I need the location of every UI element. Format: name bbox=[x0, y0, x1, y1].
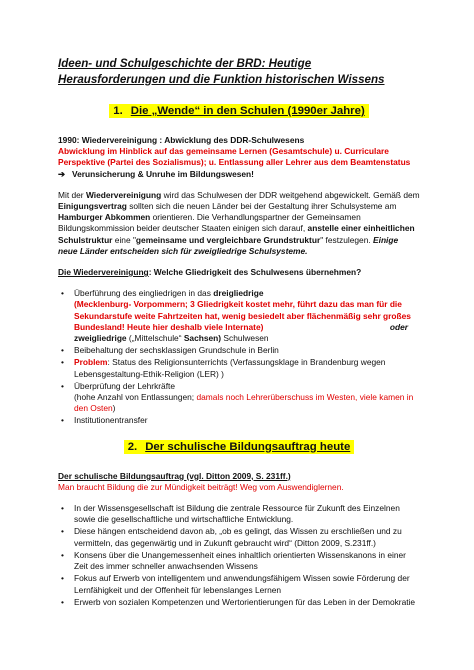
section-1-heading bbox=[58, 101, 420, 119]
intro-arrow-text: Verunsicherung & Unruhe im Bildungswesen! bbox=[72, 168, 254, 179]
list-item-text: : Status des Religionsunterrichts (Verfassungsklage in Brandenburg wegen Lebensgestaltung-Ethik-Religion (LER) ) bbox=[74, 357, 386, 379]
intro-block bbox=[58, 135, 420, 180]
list-item-text: Überführung des eingliedrigen in das bbox=[74, 288, 214, 299]
list-item-text: („Mittelschule“ bbox=[126, 333, 184, 344]
list-item-text: Erwerb von sozialen Kompetenzen und Wertorientierungen für das Leben in der Demokratie bbox=[74, 596, 416, 607]
list-item-red-note: (Mecklenburg- Vorpommern; 3 Gliedrigkeit kostet mehr, führt dazu das man für die Sekundarstufe weite Fahrtzeiten hat, wenig besiedelt aber flächenmäßig sehr großes Bundesland! Heute hier deshalb viele Internate) bbox=[74, 299, 411, 332]
subsection-heading: Der schulische Bildungsauftrag (vgl. Ditton 2009, S. 231ff.) bbox=[58, 470, 291, 481]
paragraph-part: " festzulegen. bbox=[320, 234, 374, 245]
intro-headline: 1990: Wiedervereinigung : Abwicklung des DDR-Schulwesens bbox=[58, 135, 305, 145]
paragraph-part: eine " bbox=[112, 234, 136, 245]
paragraph-bold-schulstruktur: anstelle einer einheitlichen Schulstruktur bbox=[58, 223, 415, 245]
bullet-icon: • bbox=[61, 503, 64, 514]
paragraph-text bbox=[58, 190, 420, 257]
section-1-number: 1. bbox=[113, 105, 123, 117]
list-item-bold: dreigliedrige bbox=[213, 288, 264, 299]
list-item-text: Überprüfung der Lehrkräfte bbox=[74, 380, 176, 391]
list-item bbox=[58, 597, 420, 608]
list-item-text: Fokus auf Erwerb von intelligentem und anwendungsfähigem Wissen sowie Förderung der Lernfähigkeit und der Offenheit für lebenslanges Lernen bbox=[74, 573, 410, 595]
list-item bbox=[58, 503, 420, 525]
list-item-text: Schulwesen bbox=[221, 333, 269, 344]
bullet-icon: • bbox=[61, 415, 64, 426]
section-1-highlight bbox=[109, 104, 369, 118]
paragraph-part: orientieren. Die Verhandlungspartner der Gemeinsamen Bildungskommission beider deutscher Staaten einigen sich darauf, bbox=[58, 212, 361, 234]
list-item bbox=[58, 415, 420, 426]
list-item-oder: oder bbox=[389, 321, 408, 332]
bullet-icon: • bbox=[61, 526, 64, 537]
bullet-icon: • bbox=[61, 573, 64, 584]
list-item bbox=[58, 550, 420, 572]
section-2-number: 2. bbox=[127, 440, 138, 453]
paragraph-bold-einigungsvertrag: Einigungsvertrag bbox=[58, 201, 127, 212]
intro-red-note: Abwicklung im Hinblick auf das gemeinsame Lernen (Gesamtschule) u. Curriculare Perspektive (Partei des Sozialismus); u. Entlassung aller Lehrer aus dem Beamtenstatus bbox=[58, 146, 411, 168]
paragraph-bold-wiedervereinigung: Wiedervereinigung bbox=[85, 189, 162, 200]
list-item-text: (hohe Anzahl von Entlassungen; bbox=[74, 392, 197, 403]
paragraph-part: wird das Schulwesen der DDR weitgehend abgewickelt. Gemäß dem bbox=[161, 189, 420, 200]
list-item-bold: zweigliedrige bbox=[74, 333, 127, 344]
paragraph-italic-conclusion: Einige neue Länder entscheiden sich für zweigliedrige Schulsysteme. bbox=[58, 234, 399, 256]
list-item-bold: Sachsen) bbox=[183, 333, 222, 344]
question-prefix: Die Wiedervereinigung bbox=[58, 267, 149, 278]
list-item-problem-label: Problem bbox=[74, 357, 108, 368]
paragraph-bold-grundstruktur: gemeinsame und vergleichbare Grundstruktur bbox=[135, 234, 321, 245]
list-item bbox=[58, 345, 420, 356]
list-item bbox=[58, 526, 420, 548]
list-item-text: Institutionentransfer bbox=[74, 415, 148, 426]
bildungsauftrag-list bbox=[58, 503, 420, 608]
section-1-title: Die „Wende“ in den Schulen (1990er Jahre) bbox=[130, 105, 365, 117]
question-line bbox=[58, 267, 420, 278]
bullet-icon: • bbox=[61, 357, 64, 368]
question-rest: : Welche Gliedrigkeit des Schulwesens übernehmen? bbox=[148, 267, 362, 278]
subsection-red-note: Man braucht Bildung die zur Mündigkeit beiträgt! Weg vom Auswendiglernen. bbox=[58, 481, 344, 492]
paragraph-part: sollten sich die neuen Länder bei der Gestaltung ihrer Schulsysteme am bbox=[126, 201, 397, 212]
bullet-icon: • bbox=[61, 288, 64, 299]
section-2-heading bbox=[58, 437, 420, 455]
list-item-text: Diese hängen entscheidend davon ab, „ob es gelingt, das Wissen zu erschließen und zu vermitteln, das gegenwärtig und in Zukunft gebraucht wird“ (Ditton 2009, S.231ff.) bbox=[74, 526, 402, 548]
reunification-paragraph bbox=[58, 190, 420, 257]
list-item-text: ) bbox=[112, 403, 116, 414]
list-item bbox=[58, 288, 420, 344]
bildungsauftrag-intro bbox=[58, 471, 420, 493]
arrow-right-icon: ➔ bbox=[58, 168, 66, 179]
list-item-text: In der Wissensgesellschaft ist Bildung die zentrale Ressource für Zukunft des Einzelnen sowie die gesellschaftliche und wirtschaftliche Entwicklung. bbox=[74, 503, 400, 525]
gliedrigkeit-list bbox=[58, 288, 420, 426]
document-title: Ideen- und Schulgeschichte der BRD: Heutige Herausforderungen und die Funktion historischen Wissens bbox=[58, 57, 385, 86]
paragraph-bold-hamburger-abkommen: Hamburger Abkommen bbox=[58, 212, 151, 223]
paragraph-part: Mit der bbox=[58, 189, 86, 200]
section-2-highlight bbox=[124, 440, 355, 454]
intro-arrow-line bbox=[58, 169, 420, 180]
list-item-text: Beibehaltung der sechsklassigen Grundschule in Berlin bbox=[74, 345, 279, 356]
bullet-icon: • bbox=[61, 380, 64, 391]
bullet-icon: • bbox=[61, 596, 64, 607]
list-item-red-note: damals noch Lehrerüberschuss im Westen, viele kamen in den Osten bbox=[74, 392, 414, 414]
section-2-title: Der schulische Bildungsauftrag heute bbox=[145, 440, 351, 453]
list-item bbox=[58, 357, 420, 379]
list-item bbox=[58, 381, 420, 415]
list-item bbox=[58, 573, 420, 595]
list-item-text: Konsens über die Unangemessenheit eines inhaltlich orientierten Wissenskanons in einer Zeit des immer schneller anwachsenden Wissens bbox=[74, 549, 406, 572]
bullet-icon: • bbox=[61, 549, 64, 560]
bullet-icon: • bbox=[61, 345, 64, 356]
